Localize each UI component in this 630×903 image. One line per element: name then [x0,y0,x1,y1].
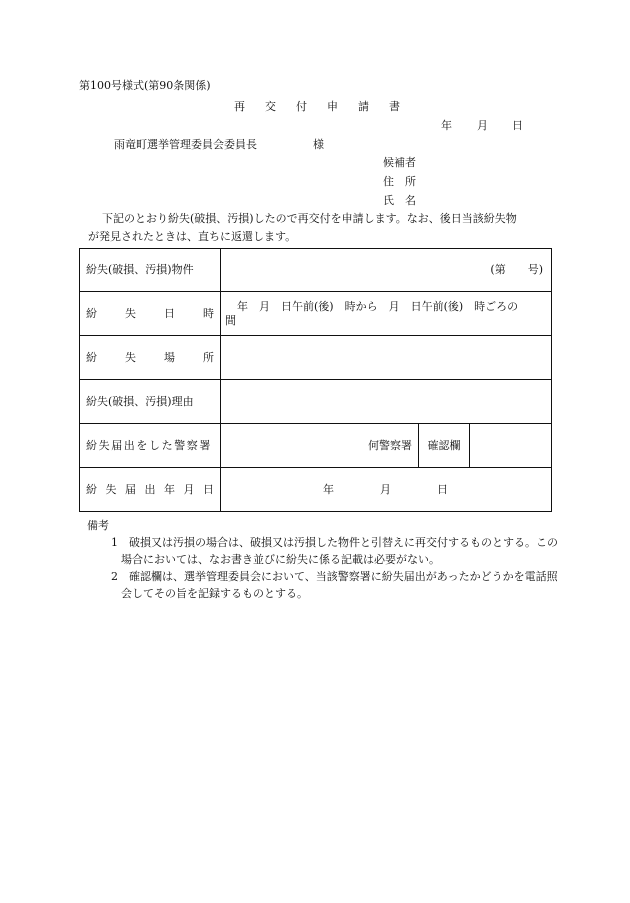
report-day: 日 [437,482,448,496]
lost-datetime-value[interactable] [221,292,552,336]
title-char: 付 [296,100,307,113]
notes-section [79,517,559,602]
lost-item-value[interactable]: (第 号) [221,249,552,292]
lost-datetime-line-1: 年 月 日午前(後) 時から 月 日午前(後) 時ごろの [237,299,519,313]
date-day: 日 [512,119,523,132]
table-row [80,249,552,292]
table-row [80,424,552,468]
title-char: 申 [327,100,338,113]
table-row [80,292,552,336]
report-date-parts [227,483,545,497]
label-char: 所 [203,350,214,364]
label-char: 失 [125,306,136,320]
lost-place-label [86,351,214,365]
police-station-value[interactable]: 何警察署 [221,424,419,468]
label-char: 紛 [86,306,97,320]
form-title [234,100,400,114]
label-char: 紛 [86,482,97,496]
confirm-label: 確認欄 [419,424,470,468]
title-char: 請 [358,100,369,113]
date-year: 年 [441,119,452,132]
label-char: 届 [125,482,136,496]
lost-reason-label: 紛失(破損、汚損)理由 [80,380,221,424]
confirm-value[interactable] [470,424,552,468]
report-month: 月 [380,482,391,496]
form-id: 第100号様式(第90条関係) [79,79,211,92]
label-char: 場 [164,350,175,364]
intro-line-1: 下記のとおり紛失(破損、汚損)したので再交付を申請します。なお、後日当該紛失物 [102,212,517,225]
lost-reason-value[interactable] [221,380,552,424]
table-row [80,380,552,424]
address-label: 住 所 [383,175,416,188]
police-station-label: 紛失届出をした警察署 [80,424,221,468]
table-row [80,336,552,380]
honorific: 様 [313,138,324,151]
title-char: 交 [265,100,276,113]
report-date-label [86,483,214,497]
title-char: 再 [234,100,245,113]
table-row [80,468,552,512]
notes-heading: 備考 [87,519,109,532]
application-table [79,248,552,512]
lost-datetime-label [86,307,214,321]
candidate-label: 候補者 [383,156,416,169]
label-char: 失 [105,482,117,496]
lost-place-label-cell [80,336,221,380]
lost-place-value[interactable] [221,336,552,380]
label-char: 時 [203,306,214,320]
report-date-value[interactable] [221,468,552,512]
note-item-2: 2 確認欄は、選挙管理委員会において、当該警察署に紛失届出があったかどうかを電話照会してその旨を記録するものとする。 [111,570,558,600]
report-date-label-cell [80,468,221,512]
label-char: 紛 [86,350,97,364]
name-label: 氏 名 [383,194,416,207]
title-char: 書 [389,100,400,113]
date-month: 月 [477,119,488,132]
lost-datetime-line-2: 間 [225,313,236,327]
label-char: 年 [164,482,175,496]
label-char: 日 [203,482,214,496]
label-char: 出 [144,482,156,496]
lost-datetime-label-cell [80,292,221,336]
label-char: 日 [164,306,175,320]
label-char: 月 [183,482,195,496]
intro-line-2: が発見されたときは、直ちに返還します。 [88,230,297,243]
report-year: 年 [323,482,334,496]
lost-item-label: 紛失(破損、汚損)物件 [80,249,221,292]
addressee: 雨竜町選挙管理委員会委員長 [114,138,257,151]
note-item-1: 1 破損又は汚損の場合は、破損又は汚損した物件と引替えに再交付するものとする。この場合においては、なお書き並びに紛失に係る記載は必要がない。 [111,536,558,566]
label-char: 失 [125,350,136,364]
